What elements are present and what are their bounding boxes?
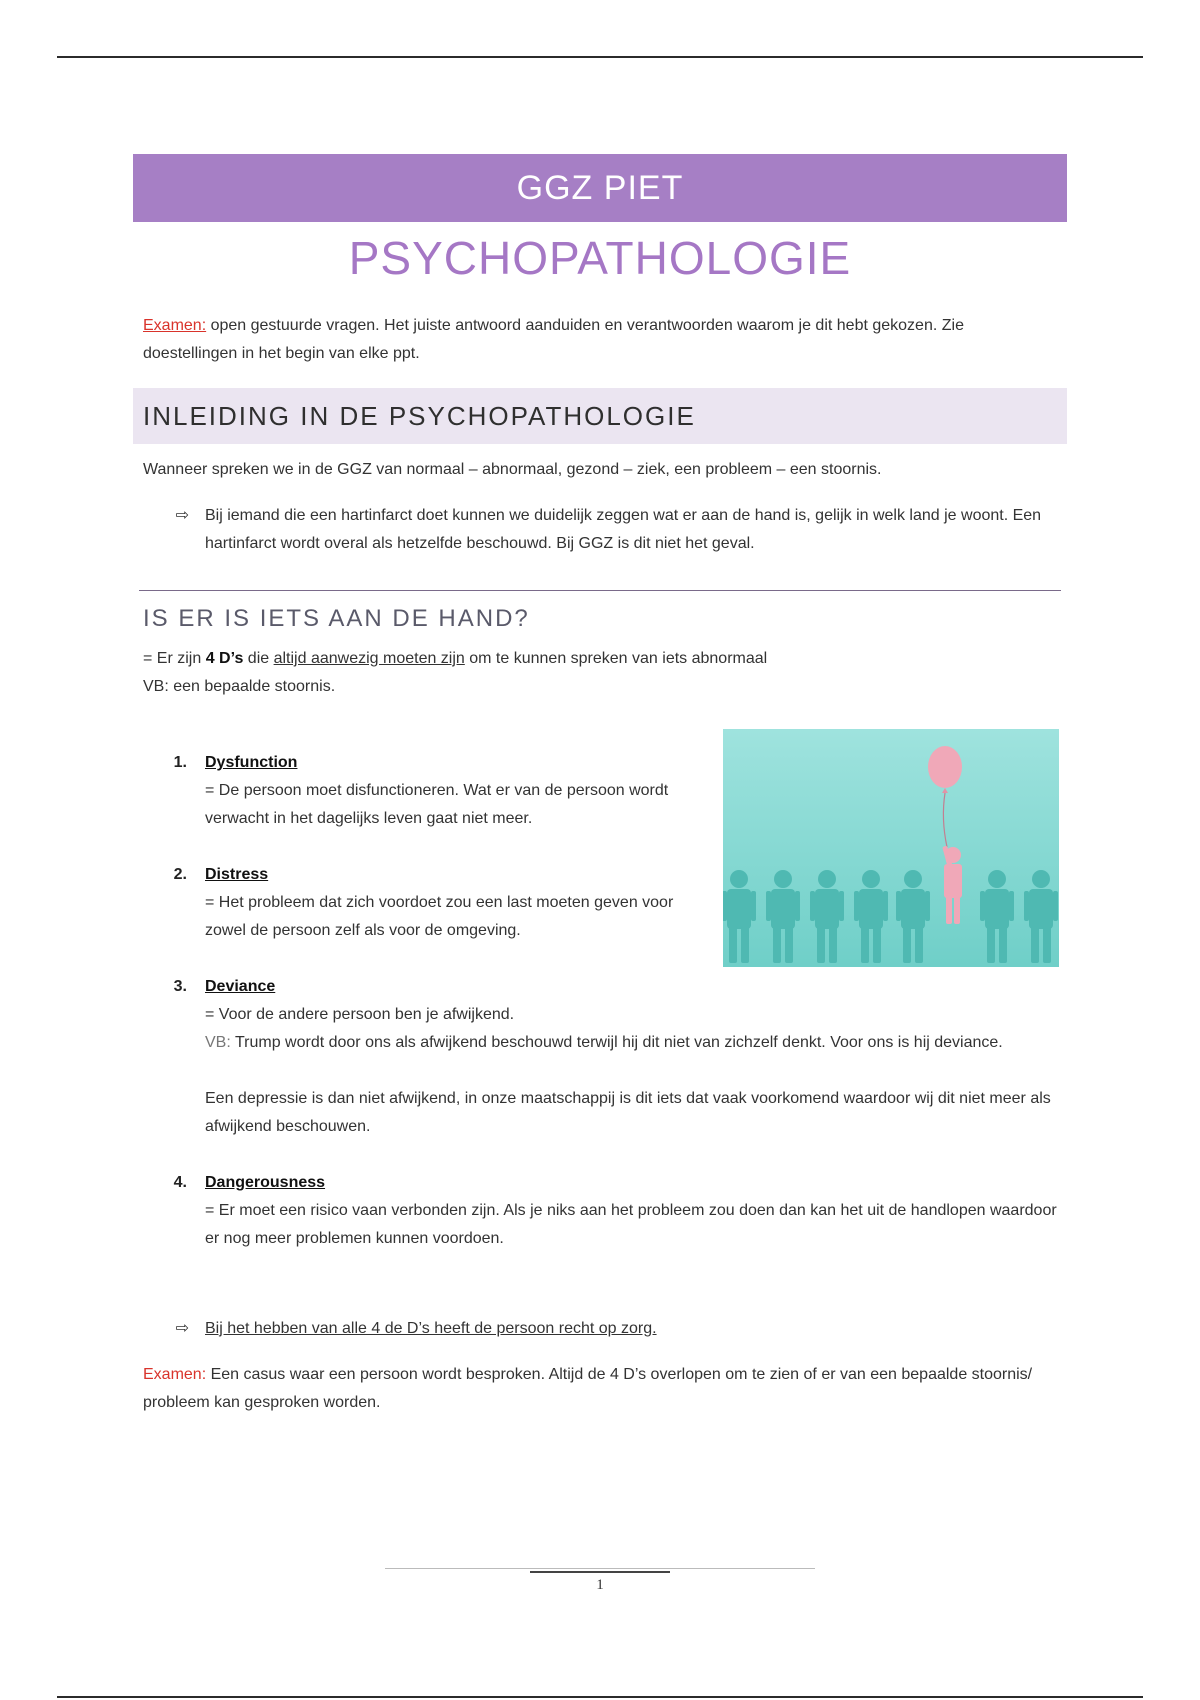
section-divider <box>139 590 1061 591</box>
example-line: VB: een bepaalde stoornis. <box>143 678 336 695</box>
exam-text: Een casus waar een persoon wordt besproken. Altijd de 4 D’s overlopen om te zien of er van een bepaalde stoornis/ probleem kan gesproken worden. <box>143 1366 1033 1411</box>
text-run: die <box>243 650 274 667</box>
top-rule <box>57 56 1143 58</box>
four-ds-bold: 4 D’s <box>205 650 244 667</box>
example-text: Trump wordt door ons als afwijkend beschouwd terwijl hij dit niet van zichzelf denkt. Voor ons is hij deviance. <box>230 1034 1003 1051</box>
item-number: 3. <box>173 978 187 995</box>
arrow-icon: ⇨ <box>175 1320 189 1337</box>
document-page <box>133 154 1067 1417</box>
bullet-text: Bij iemand die een hartinfarct doet kunnen we duidelijk zeggen wat er aan de hand is, gelijk in welk land je woont. Een hartinfarct wordt overal als hetzelfde beschouwd. Bij GGZ is dit niet het geval. <box>205 507 1042 552</box>
item-number: 1. <box>173 754 187 771</box>
bottom-rule <box>57 1696 1143 1698</box>
four-ds-intro <box>133 645 1067 673</box>
item-title: Dysfunction <box>205 754 298 771</box>
text-run: om te kunnen spreken van iets abnormaal <box>464 650 768 667</box>
footer <box>385 1568 815 1595</box>
item-number: 4. <box>173 1174 187 1191</box>
section-heading-iets-aan-de-hand: IS ER IS IETS AAN DE HAND? <box>143 605 530 632</box>
section1-bullet <box>133 502 1067 558</box>
list-item <box>133 973 1067 1141</box>
intro-text: open gestuurde vragen. Het juiste antwoord aanduiden en verantwoorden waarom je dit hebt gekozen. Zie doestellingen in het begin van elke ppt. <box>143 317 964 362</box>
arrow-icon: ⇨ <box>175 507 189 524</box>
four-ds-list <box>133 749 1067 1253</box>
section1-paragraph: Wanneer spreken we in de GGZ van normaal – abnormaal, gezond – ziek, een probleem – een stoornis. <box>143 461 882 478</box>
exam-label: Examen: <box>143 1366 207 1383</box>
item-example <box>205 1029 1061 1057</box>
item-extra: Een depressie is dan niet afwijkend, in onze maatschappij is dit iets dat vaak voorkomend waardoor wij dit niet meer als afwijkend beschouwen. <box>205 1090 1051 1135</box>
item-title: Distress <box>205 866 269 883</box>
item-title: Deviance <box>205 978 276 995</box>
page-title: PSYCHOPATHOLOGIE <box>348 232 852 284</box>
exam-note <box>133 1361 1067 1417</box>
item-number: 2. <box>173 866 187 883</box>
crowd-balloon-illustration <box>723 729 1059 967</box>
text-run: = Er zijn <box>143 650 206 667</box>
list-item <box>133 1169 1067 1253</box>
intro-paragraph <box>133 312 1067 368</box>
example-label: VB: <box>205 1034 231 1051</box>
item-text: = Er moet een risico vaan verbonden zijn. Als je niks aan het probleem zou doen dan kan het uit de handlopen waardoor er nog meer problemen kunnen voordoen. <box>205 1202 1057 1247</box>
page-number: 1 <box>596 1577 604 1593</box>
always-present-underlined: altijd aanwezig moeten zijn <box>273 650 465 667</box>
item-text: = Het probleem dat zich voordoet zou een last moeten geven voor zowel de persoon zelf als voor de omgeving. <box>205 894 674 939</box>
conclusion-bullet <box>133 1315 1067 1343</box>
item-text: = Voor de andere persoon ben je afwijkend. <box>205 1006 515 1023</box>
banner: GGZ PIET <box>133 154 1067 222</box>
exam-label: Examen: <box>143 317 207 334</box>
item-title: Dangerousness <box>205 1174 326 1191</box>
section-heading-inleiding: INLEIDING IN DE PSYCHOPATHOLOGIE <box>133 388 1067 444</box>
conclusion-text: Bij het hebben van alle 4 de D’s heeft de persoon recht op zorg. <box>205 1320 657 1337</box>
item-text: = De persoon moet disfunctioneren. Wat er van de persoon wordt verwacht in het dagelijks leven gaat niet meer. <box>205 782 669 827</box>
